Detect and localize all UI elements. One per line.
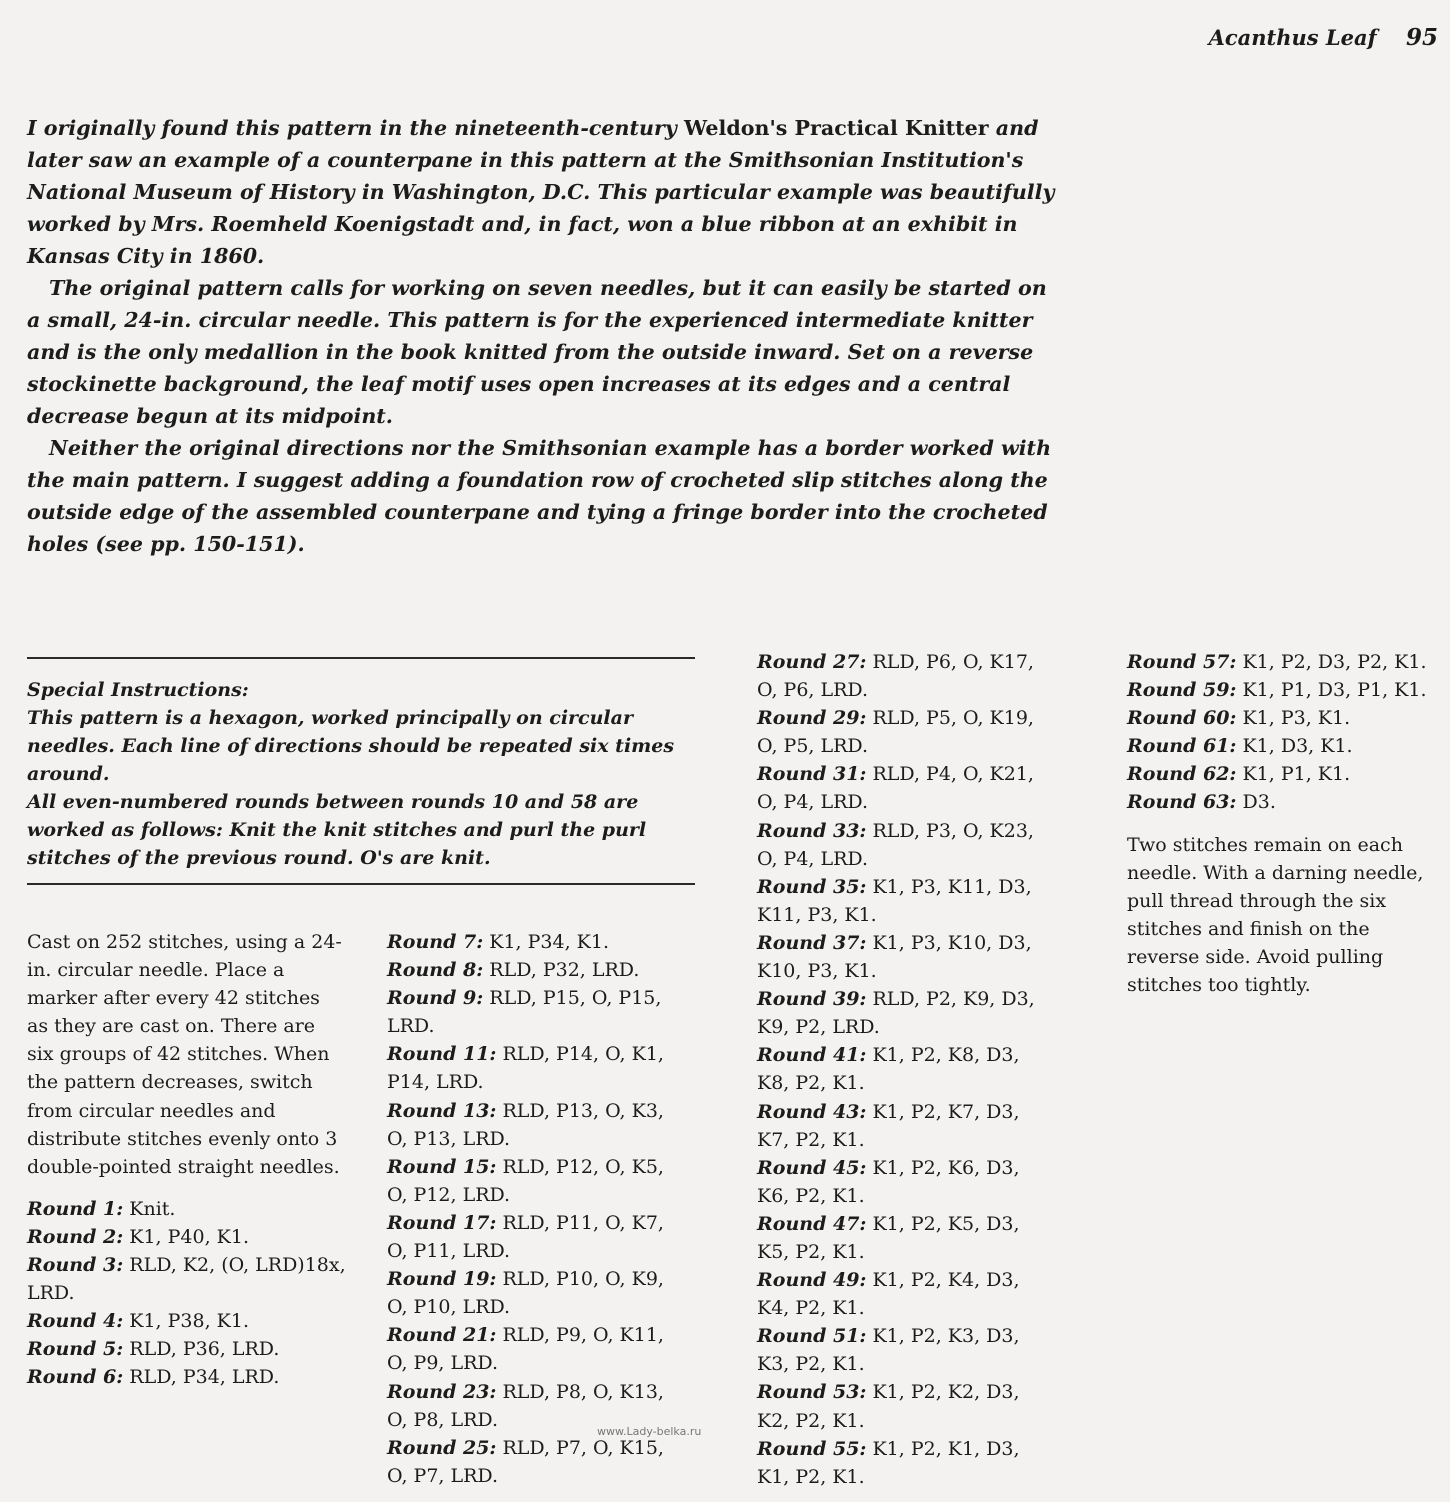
running-header bbox=[1209, 24, 1438, 51]
round-label: Round 4: bbox=[27, 1310, 124, 1333]
round-line bbox=[387, 984, 687, 1040]
round-label: Round 21: bbox=[387, 1324, 497, 1347]
watermark: www.Lady-belka.ru bbox=[597, 1425, 702, 1438]
round-instruction: K1, P2, K5, D3, K5, P2, K1. bbox=[757, 1212, 1020, 1263]
rounds-list-3 bbox=[757, 648, 1057, 1491]
round-label: Round 43: bbox=[757, 1100, 867, 1123]
round-instruction: RLD, P32, LRD. bbox=[483, 959, 640, 982]
round-instruction: K1, D3, K1. bbox=[1236, 735, 1353, 758]
round-instruction: RLD, P12, O, K5, O, P12, LRD. bbox=[387, 1155, 664, 1206]
round-label: Round 11: bbox=[387, 1043, 497, 1066]
round-line bbox=[27, 1307, 347, 1335]
round-label: Round 63: bbox=[1127, 791, 1237, 814]
round-label: Round 41: bbox=[757, 1044, 867, 1067]
rounds-list-2 bbox=[387, 928, 687, 1490]
round-label: Round 53: bbox=[757, 1381, 867, 1404]
round-instruction: RLD, K2, (O, LRD)18x, LRD. bbox=[27, 1254, 346, 1305]
round-label: Round 49: bbox=[757, 1269, 867, 1292]
round-line bbox=[387, 928, 687, 956]
finishing-text: Two stitches remain on each needle. With a darning needle, pull thread through the six stitches and finish on the reverse side. Avoid pulling stitches too tightly. bbox=[1127, 833, 1424, 997]
round-label: Round 7: bbox=[387, 931, 484, 953]
round-instruction: K1, P1, D3, P1, K1. bbox=[1236, 679, 1427, 702]
round-line bbox=[757, 929, 1057, 985]
column-4 bbox=[1127, 648, 1427, 999]
round-label: Round 45: bbox=[757, 1156, 867, 1179]
round-line bbox=[757, 1210, 1057, 1266]
round-line bbox=[27, 1251, 347, 1307]
round-instruction: K1, P2, K8, D3, K8, P2, K1. bbox=[757, 1044, 1020, 1095]
intro-paragraph-2: The original pattern calls for working on seven needles, but it can easily be started on a small, 24-in. circular needle. This pattern is for the experienced intermediate knitter and is the only medallion in the book knitted from the outside inward. Set on a reverse stockinette background, the leaf motif uses open increases at its edges and a central decrease begun at its midpoint. bbox=[27, 276, 1047, 428]
round-line bbox=[1127, 760, 1427, 788]
round-line bbox=[387, 1040, 687, 1096]
round-line bbox=[387, 1321, 687, 1377]
round-label: Round 19: bbox=[387, 1268, 497, 1291]
round-instruction: RLD, P36, LRD. bbox=[123, 1338, 280, 1361]
round-label: Round 35: bbox=[757, 875, 867, 898]
round-instruction: RLD, P14, O, K1, P14, LRD. bbox=[387, 1043, 664, 1094]
round-instruction: RLD, P5, O, K19, O, P5, LRD. bbox=[757, 707, 1034, 758]
round-line bbox=[27, 1195, 347, 1223]
round-label: Round 39: bbox=[757, 988, 867, 1011]
column-1 bbox=[27, 928, 347, 1392]
round-label: Round 57: bbox=[1127, 651, 1237, 673]
round-instruction: K1, P1, K1. bbox=[1236, 763, 1351, 786]
round-label: Round 37: bbox=[757, 931, 867, 954]
round-line bbox=[27, 1335, 347, 1363]
round-instruction: RLD, P34, LRD. bbox=[123, 1366, 280, 1389]
divider-bottom bbox=[27, 883, 695, 885]
round-line bbox=[387, 1265, 687, 1321]
round-label: Round 17: bbox=[387, 1211, 497, 1234]
round-instruction: Knit. bbox=[123, 1197, 176, 1220]
round-line bbox=[387, 1434, 687, 1490]
round-label: Round 15: bbox=[387, 1155, 497, 1178]
header-title: Acanthus Leaf bbox=[1208, 25, 1377, 50]
round-line bbox=[27, 1363, 347, 1391]
round-line bbox=[387, 1209, 687, 1265]
round-instruction: K1, P2, K7, D3, K7, P2, K1. bbox=[757, 1100, 1020, 1151]
round-line bbox=[757, 873, 1057, 929]
round-instruction: K1, P3, K1. bbox=[1236, 707, 1351, 730]
round-line bbox=[1127, 704, 1427, 732]
round-line bbox=[757, 1266, 1057, 1322]
round-instruction: RLD, P2, K9, D3, K9, P2, LRD. bbox=[757, 988, 1035, 1039]
round-label: Round 13: bbox=[387, 1099, 497, 1122]
round-instruction: K1, P2, K6, D3, K6, P2, K1. bbox=[757, 1156, 1020, 1207]
round-instruction: RLD, P10, O, K9, O, P10, LRD. bbox=[387, 1268, 664, 1319]
divider-top bbox=[27, 657, 695, 659]
round-line bbox=[757, 1378, 1057, 1434]
round-instruction: K1, P2, K4, D3, K4, P2, K1. bbox=[757, 1269, 1020, 1320]
round-label: Round 3: bbox=[27, 1254, 124, 1277]
round-line bbox=[387, 1153, 687, 1209]
round-instruction: RLD, P15, O, P15, LRD. bbox=[387, 987, 662, 1038]
book-title: Weldon's Practical Knitter bbox=[683, 116, 989, 140]
round-label: Round 25: bbox=[387, 1436, 497, 1459]
round-line bbox=[1127, 676, 1427, 704]
round-label: Round 59: bbox=[1127, 679, 1237, 702]
round-label: Round 1: bbox=[27, 1197, 124, 1220]
round-line bbox=[757, 1098, 1057, 1154]
round-label: Round 6: bbox=[27, 1366, 124, 1389]
round-label: Round 23: bbox=[387, 1380, 497, 1403]
round-line bbox=[387, 1097, 687, 1153]
special-paragraph-2: All even-numbered rounds between rounds 10 and 58 are worked as follows: Knit the knit stitches and purl the purl stitches of the previous round. O's are knit. bbox=[27, 791, 647, 869]
intro-text bbox=[27, 112, 1067, 560]
round-instruction: RLD, P6, O, K17, O, P6, LRD. bbox=[757, 651, 1034, 702]
round-instruction: K1, P2, K1, D3, K1, P2, K1. bbox=[757, 1437, 1020, 1488]
column-2 bbox=[387, 928, 687, 1490]
round-label: Round 9: bbox=[387, 987, 484, 1010]
round-line bbox=[757, 1322, 1057, 1378]
round-instruction: K1, P34, K1. bbox=[483, 931, 609, 953]
round-instruction: RLD, P4, O, K21, O, P4, LRD. bbox=[757, 763, 1034, 814]
round-instruction: RLD, P9, O, K11, O, P9, LRD. bbox=[387, 1324, 664, 1375]
round-line bbox=[757, 704, 1057, 760]
round-label: Round 27: bbox=[757, 651, 867, 673]
intro-paragraph-1: I originally found this pattern in the nineteenth-century Weldon's Practical Knitter and later saw an example of a counterpane in this pattern at the Smithsonian Institution's National Museum of History in Washington, D.C. This particular example was beautifully worked by Mrs. Roemheld Koenigstadt and, in fact, won a blue ribbon at an exhibit in Kansas City in 1860. bbox=[27, 116, 1055, 268]
round-label: Round 47: bbox=[757, 1212, 867, 1235]
round-instruction: K1, P3, K11, D3, K11, P3, K1. bbox=[757, 875, 1032, 926]
round-instruction: K1, P2, K2, D3, K2, P2, K1. bbox=[757, 1381, 1020, 1432]
special-paragraph-1: This pattern is a hexagon, worked principally on circular needles. Each line of directions should be repeated six times around. bbox=[27, 707, 675, 785]
round-line bbox=[757, 1041, 1057, 1097]
round-line bbox=[1127, 732, 1427, 760]
round-instruction: RLD, P13, O, K3, O, P13, LRD. bbox=[387, 1099, 664, 1150]
round-line bbox=[757, 1435, 1057, 1491]
intro-paragraph-3: Neither the original directions nor the Smithsonian example has a border worked with the main pattern. I suggest adding a foundation row of crocheted slip stitches along the outside edge of the assembled counterpane and tying a fringe border into the crocheted holes (see pp. 150-151). bbox=[27, 436, 1052, 556]
rounds-list-4 bbox=[1127, 648, 1427, 817]
round-line bbox=[757, 817, 1057, 873]
round-label: Round 55: bbox=[757, 1437, 867, 1460]
round-label: Round 2: bbox=[27, 1225, 124, 1248]
round-line bbox=[757, 985, 1057, 1041]
round-line bbox=[757, 760, 1057, 816]
round-instruction: D3. bbox=[1236, 791, 1276, 814]
rounds-list-1 bbox=[27, 1195, 347, 1392]
round-line bbox=[1127, 648, 1427, 676]
round-label: Round 51: bbox=[757, 1325, 867, 1348]
round-label: Round 29: bbox=[757, 707, 867, 730]
round-label: Round 33: bbox=[757, 819, 867, 842]
round-label: Round 62: bbox=[1127, 763, 1237, 786]
round-instruction: K1, P2, D3, P2, K1. bbox=[1236, 651, 1427, 673]
round-line bbox=[387, 956, 687, 984]
column-3 bbox=[757, 648, 1057, 1491]
round-instruction: K1, P38, K1. bbox=[123, 1310, 249, 1333]
round-instruction: K1, P3, K10, D3, K10, P3, K1. bbox=[757, 931, 1032, 983]
round-label: Round 31: bbox=[757, 763, 867, 786]
page-number: 95 bbox=[1405, 24, 1438, 51]
cast-on-text: Cast on 252 stitches, using a 24-in. circular needle. Place a marker after every 42 stitches as they are cast on. There are six groups of 42 stitches. When the pattern decreases, switch from circular needles and distribute stitches evenly onto 3 double-pointed straight needles. bbox=[27, 931, 342, 1178]
round-label: Round 61: bbox=[1127, 735, 1237, 758]
special-heading: Special Instructions: bbox=[27, 679, 249, 701]
round-line bbox=[27, 1223, 347, 1251]
round-instruction: K1, P2, K3, D3, K3, P2, K1. bbox=[757, 1325, 1020, 1376]
round-instruction: RLD, P7, O, K15, O, P7, LRD. bbox=[387, 1436, 664, 1487]
round-instruction: RLD, P11, O, K7, O, P11, LRD. bbox=[387, 1211, 664, 1263]
round-label: Round 8: bbox=[387, 959, 484, 982]
special-instructions bbox=[27, 676, 695, 872]
round-instruction: RLD, P8, O, K13, O, P8, LRD. bbox=[387, 1380, 664, 1431]
round-label: Round 5: bbox=[27, 1338, 124, 1361]
round-instruction: RLD, P3, O, K23, O, P4, LRD. bbox=[757, 819, 1034, 870]
round-line bbox=[757, 1154, 1057, 1210]
round-label: Round 60: bbox=[1127, 707, 1237, 730]
round-line bbox=[1127, 788, 1427, 816]
round-instruction: K1, P40, K1. bbox=[123, 1225, 249, 1248]
round-line bbox=[757, 648, 1057, 704]
